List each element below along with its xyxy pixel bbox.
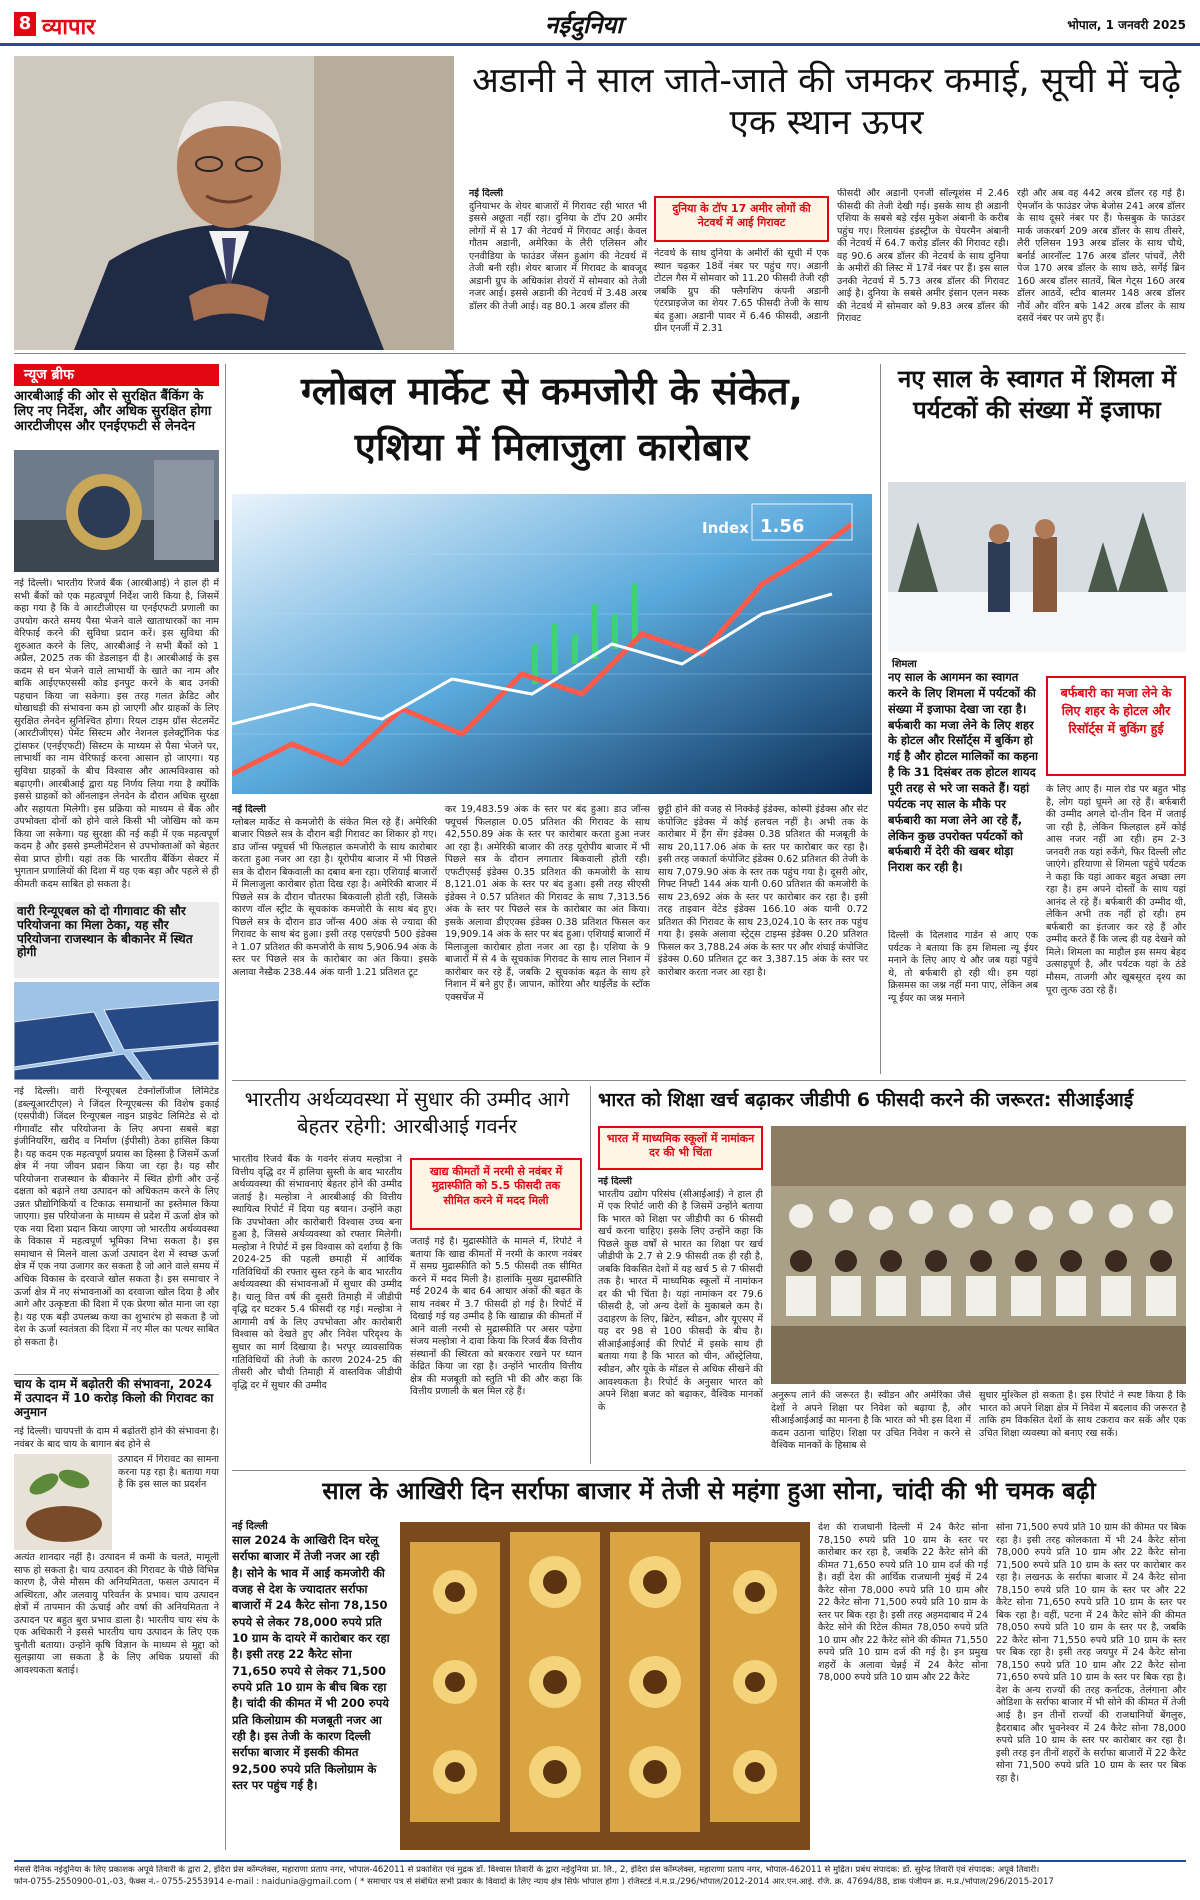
page-header bbox=[0, 0, 1200, 46]
market-chart-photo bbox=[232, 494, 872, 794]
gold-headline: साल के आखिरी दिन सर्राफा बाजार में तेजी से महंगा हुआ सोना, चांदी की भी चमक बढ़ी bbox=[322, 1477, 1096, 1505]
education-callout-box bbox=[598, 1126, 763, 1170]
solar-brief-box bbox=[14, 902, 219, 978]
shimla-column-a: दिल्ली के दिलशाद गार्डन से आए एक पर्यटक ने बताया कि हम शिमला न्यू ईयर मनाने के लिए आए थे और जब यहां पहुंचे थे, तो बर्फबारी हो रही थी। हम यहां क्रिसमस का जश्न नहीं मना पाए, लेकिन अब न्यू ईयर का जश्न मनाने bbox=[888, 930, 1038, 1004]
gold-column-2: सोना 71,500 रुपये प्रति 10 ग्राम की कीमत पर बिक रहा है। इसी तरह कोलकाता में भी 24 कैरेट सोना 78,000 रुपये प्रति 10 ग्राम और 22 कैरेट सोना 71,500 रुपये प्रति 10 ग्राम के स्तर पर कारोबार कर रहा है। लखनऊ के सर्राफा बाजार में 24 कैरेट सोना 78,150 रुपये प्रति 10 ग्राम के स्तर पर और 22 कैरेट सोना 71,650 रुपये प्रति 10 ग्राम के स्तर पर बिक रहा है। वहीं, पटना में 24 कैरेट सोने की कीमत 78,050 रुपये प्रति 10 ग्राम के स्तर पर है, जबकि 22 कैरेट सोना 71,550 रुपये प्रति 10 ग्राम के स्तर पर बिक रहा है। इसी तरह जयपुर में 24 कैरेट सोना 78,150 रुपये प्रति 10 ग्राम और 22 कैरेट सोना 71,650 रुपये प्रति 10 ग्राम के स्तर पर बिक रहा है। देश के अन्य राज्यों की तरह कर्नाटक, तेलंगाना और ओडिशा के सर्राफा बाजार में भी सोने की कीमत में तेजी आई है। इन तीनों राज्यों की राजधानियों बेंगलुरु, हैदराबाद और भुवनेश्वर में 24 कैरेट सोना 78,000 रुपये प्रति 10 ग्राम के स्तर पर कारोबार कर रहा है। इसी तरह इन तीनों शहरों के सर्राफा बाजारों में 22 कैरेट सोना 71,500 रुपये प्रति 10 ग्राम के स्तर पर बिक रहा है। bbox=[996, 1522, 1186, 1784]
global-column-1 bbox=[232, 804, 437, 1069]
chart-index-value: 1.56 bbox=[760, 516, 805, 537]
global-market-story bbox=[232, 364, 872, 1074]
education-column-2: अनुरूप लाने की जरूरत है। स्वीडन और अमेरिका जैसे देशों ने अपने शिक्षा पर निवेश को बढ़ाया है, और सीआईआईआई का मानना है कि भारत को भी इस दिशा में कदम उठाना चाहिए। शिक्षा पर उचित निवेश न करने से वैश्विक मानकों के हिसाब से bbox=[771, 1390, 971, 1452]
news-brief-label: न्यूज ब्रीफ bbox=[14, 364, 219, 386]
shimla-lead: नए साल के आगमन का स्वागत करने के लिए शिमला में पर्यटकों की संख्या में इजाफा देखा जा रहा है। बर्फबारी का मजा लेने के लिए शहर के होटल और रिसॉर्ट्स में बुकिंग हो गई है और होटल मालिकों का कहना है कि 31 दिसंबर तक होटल शायद पूरी तरह से भरे जा सकते हैं। यहां पर्यटक नए साल के मौके पर बर्फबारी का मजा लेने आ रहे हैं, लेकिन कुछ उपरोक्त पर्यटकों को बर्फबारी में देरी की खबर थोड़ा निराश कर रही है। bbox=[888, 670, 1038, 875]
global-column-3: छुट्टी होने की वजह से निक्केई इंडेक्स, कोस्पी इंडेक्स और सेट कंपोजिट इंडेक्स में कोई हलचल नहीं है। अभी तक के कारोबार में हैंग सेंग इंडेक्स 0.38 प्रतिशत की मजबूती के साथ 20,117.06 अंक के स्तर पर कारोबार कर रहा है। इसी तरह जकार्ता कंपोजिट इंडेक्स 0.62 प्रतिशत की तेजी के साथ 7,079.90 अंक के स्तर तक पहुंच गया है। दूसरी ओर, गिफ्ट निफ्टी 144 अंक यानी 0.60 प्रतिशत की कमजोरी के साथ 23,692 अंक के स्तर पर कारोबार कर रहा है। इसी तरह ताइवान वेटेड इंडेक्स 166.10 अंक यानी 0.72 प्रतिशत की गिरावट के साथ 23,024.10 के स्तर तक पहुंच गया है। इसके अलावा स्ट्रेट्स टाइम्स इंडेक्स 0.20 प्रतिशत फिसल कर 3,788.24 अंक के स्तर पर और शंघाई कंपोजिट इंडेक्स 0.60 प्रतिशत टूट कर 3,387.15 अंक के स्तर पर कारोबार करता नजर आ रहा है। bbox=[658, 804, 868, 978]
education-column-1 bbox=[598, 1176, 763, 1464]
adani-dateline: नई दिल्ली bbox=[469, 188, 503, 199]
economy-column-1: भारतीय रिजर्व बैंक के गवर्नर संजय मल्होत्रा ने वित्तीय वृद्धि दर में हालिया सुस्ती के बाद भारतीय अर्थव्यवस्था की संभावनाएं बेहतर होने की उम्मीद जताई है। मल्होत्रा ने आरबीआई की वित्तीय स्थायित्व रिपोर्ट में दिया यह बयान। उन्होंने कहा कि उपभोक्ता और कारोबारी विश्वास उच्च बना हुआ है, जिससे अर्थव्यवस्था को रफ्तार मिलेगी। मल्होत्रा ने रिपोर्ट में इस विश्वास को दर्शाया है कि 2024-25 की पहली छमाही में आर्थिक गतिविधियों की रफ्तार सुस्त रहने के बाद भारतीय अर्थव्यवस्था की संभावनाओं में सुधार की उम्मीद है। चालू वित्त वर्ष की दूसरी तिमाही में जीडीपी वृद्धि दर घटकर 5.4 फीसदी रह गई। मल्होत्रा ने आगामी वर्ष के लिए उपभोक्ता और कारोबारी विश्वास को देखते हुए और निवेश परिदृश्य के सुधार का मार्ग दिखाया है। भरपूर व्यावसायिक गतिविधियों की तेजी के कारण 2024-25 की तीसरी और चौथी तिमाही में वास्तविक जीडीपी वृद्धि दर में सुधार की उम्मीद bbox=[232, 1154, 402, 1391]
column-rule-2 bbox=[880, 364, 881, 1074]
section-name: व्यापार bbox=[42, 14, 96, 40]
gold-column-1: देश की राजधानी दिल्ली में 24 कैरेट सोना 78,150 रुपये प्रति 10 ग्राम के स्तर पर कारोबार कर रहा है, जबकि 22 कैरेट सोने की कीमत 71,650 रुपये प्रति 10 ग्राम दर्ज की गई है। वहीं देश की आर्थिक राजधानी मुंबई में 24 कैरेट सोना 78,000 रुपये प्रति 10 ग्राम और 22 कैरेट सोना 71,500 रुपये प्रति 10 ग्राम के स्तर पर बिक रहा है। इसी तरह अहमदाबाद में 24 कैरेट सोने की रिटेल कीमत 78,050 रुपये प्रति 10 ग्राम और 22 कैरेट सोने की कीमत 71,550 रुपये प्रति 10 ग्राम दर्ज की गई है। इन प्रमुख शहरों के अलावा चेन्नई में 24 कैरेट सोना 78,000 रुपये प्रति 10 ग्राम और 22 कैरेट bbox=[818, 1522, 988, 1684]
shimla-headline: नए साल के स्वागत में शिमला में पर्यटकों की संख्या में इजाफा bbox=[897, 365, 1177, 425]
economy-column-2: जताई गई है। मुद्रास्फीति के मामले में, रिपोर्ट ने बताया कि खाद्य कीमतों में नरमी के कारण नवंबर में समग्र मुद्रास्फीति को 5.5 फीसदी तक सीमित करने में मदद मिली है। हालांकि मुख्य मुद्रास्फीति मई 2024 के बाद 64 आधार अंकों की बढ़त के साथ नवंबर में 3.7 फीसदी हो गई है। रिपोर्ट में दिखाई गई यह उम्मीद है कि खाद्यान्न की कीमतों में आने वाली नरमी से मुद्रास्फीति पर असर पड़ेगा संजय मल्होत्रा ने दावा किया कि रिजर्व बैंक वित्तीय संस्थानों की स्थिरता को बरकरार रखने पर ध्यान केंद्रित किया जा रहा है। उन्होंने भारतीय वित्तीय क्षेत्र की मजबूती को स्तुति भी की और कहा कि वित्तीय प्रणाली के बल मिल रहे हैं। bbox=[410, 1236, 582, 1398]
dateline: भोपाल, 1 जनवरी 2025 bbox=[1067, 18, 1186, 32]
adani-body-1: दुनियाभर के शेयर बाजारों में गिरावट रही भारत भी इससे अछूता नहीं रहा। दुनिया के टॉप 20 अमीर लोगों में से 17 की नेटवर्थ में गिरावट आई। केवल गौतम अडानी, अमेरिका के लैरी एलिसन और एनवीडिया के फाउंडर जेंसन हुआंग की नेटवर्थ में तेजी बनी रही। शेयर बाजार में गिरावट के बावजूद अडानी ग्रुप के अधिकांश शेयरों में सोमवार को तेजी नजर आई। इससे अडानी की नेटवर्थ में 3.48 अरब डॉलर की तेजी आई। वह 80.1 अरब डॉलर की bbox=[469, 200, 647, 312]
jewellery-photo bbox=[400, 1522, 810, 1850]
gold-dateline: नई दिल्ली bbox=[232, 1521, 268, 1532]
global-column-2: कर 19,483.59 अंक के स्तर पर बंद हुआ। डाउ जॉन्स फ्यूचर्स फिलहाल 0.05 प्रतिशत की गिरावट के साथ 42,550.89 अंक के स्तर पर कारोबार करता हुआ नजर आ रहा है। अमेरिकी बाजार की तरह यूरोपीय बाजार में भी पिछले सत्र के दौरान लगातार बिकवाली होती रही। एफटीएसई इंडेक्स 0.35 प्रतिशत की कमजोरी के साथ 8,121.01 अंक के स्तर पर बंद हुआ। इसी तरह सीएसी इंडेक्स ने 0.57 प्रतिशत की गिरावट के साथ 7,313.56 अंक के स्तर पर पिछले सत्र के कारोबार का अंत किया। इसके अलावा डीएएक्स इंडेक्स 0.38 प्रतिशत फिसल कर 19,909.14 अंक के स्तर पर बंद हुआ। एशियाई बाजारों में मिलाजुला कारोबार होता नजर आ रहा है। एशिया के 9 बाजारों में से 4 के सूचकांक गिरावट के साथ लाल निशान में कारोबार कर रहे हैं, जबकि 2 सूचकांक बढ़त के साथ हरे निशान में बने हुए हैं। जापान, कोरिया और थाईलैंड के स्टॉक एक्सचेंज में bbox=[445, 804, 650, 1003]
shimla-column-b: के लिए आए हैं। माल रोड पर बहुत भीड़ है, लोग यहां घूमने आ रहे हैं। बर्फबारी की उम्मीद अगले दो-तीन दिन में जताई जा रही है, लेकिन फिलहाल हमें कोई आस नजर नहीं आ रही। हम 2-3 जनवरी तक यहां रुकेंगे, फिर दिल्ली लौट जाएंगे। हरियाणा से शिमला पहुंचे पर्यटक ने कहा कि यहां आकर बहुत अच्छा लग रहा है। हम अपने दोस्तों के साथ यहां आनंद ले रहे हैं। बर्फबारी की उम्मीद थी, लेकिन अभी तक नहीं हो रही। हम बर्फबारी का इंतजार कर रहे हैं और उम्मीद करते हैं कि जल्द ही यह देखने को मिले। शिमला का माहौल इस समय बेहद उत्साहपूर्ण है, और पर्यटक यहां के ठंडे मौसम, ताजगी और खूबसूरत दृश्य का पूरा लुत्फ उठा रहे हैं। bbox=[1046, 784, 1186, 996]
shimla-story bbox=[888, 364, 1186, 1074]
footer-contact: फोन-0755-2550900-01,-03, फैक्स नं.- 0755-2553914 e-mail : naidunia@gmail.com ( * समाचार पत्र से संबंधित सभी प्रकार के विवादों के लिए न्याय क्षेत्र सिर्फ भोपाल होगा ) रजिस्टर्ड नं.म.प्र./296/भोपाल/2012-2014 आर.एन.आई. रजि. क्र. 47694/88, डाक पंजीयन क्र. म.प्र./भोपाल/296/2015-2017 bbox=[14, 1876, 1054, 1887]
masthead-logo: नईदुनिया bbox=[545, 10, 623, 39]
news-brief-column bbox=[14, 388, 219, 1848]
adani-column-1 bbox=[469, 188, 647, 348]
column-rule-3 bbox=[590, 1086, 591, 1464]
adani-column-4: रही और अब वह 442 अरब डॉलर रह गई है। ऐमजॉन के फाउंडर जेफ बेजोस 241 अरब डॉलर के साथ दूसरे नंबर पर हैं। फेसबुक के फाउंडर मार्क जकरबर्ग 209 अरब डॉलर के साथ तीसरे, लैरी एलिसन 193 अरब डॉलर के साथ चौथे, बर्नार्ड आरनॉल्ट 176 अरब डॉलर पांचवें, लैरी पेज 170 अरब डॉलर के साथ छठे, सर्गेई ब्रिन 160 अरब डॉलर सातवें, बिल गेट्स 160 अरब डॉलर आठवें, स्टीव बालमर 148 अरब डॉलर नौवें और वॉरेन बफे 142 अरब डॉलर के साथ दसवें नंबर पर जमे हुए हैं। bbox=[1017, 188, 1185, 325]
adani-headline: अडानी ने साल जाते-जाते की जमकर कमाई, सूची में चढ़े एक स्थान ऊपर bbox=[472, 61, 1181, 143]
gold-lead: साल 2024 के आखिरी दिन घरेलू सर्राफा बाजार में तेजी नजर आ रही है। सोने के भाव में आई कमजोरी की वजह से देश के ज्यादातर सर्राफा बाजारों में 24 कैरेट सोना 78,150 रुपये से लेकर 78,000 रुपये प्रति 10 ग्राम के दायरे में कारोबार कर रहा है। इसी तरह 22 कैरेट सोना 71,650 रुपये से लेकर 71,500 रुपये प्रति 10 ग्राम के बीच बिक रहा है। चांदी की कीमत में भी 200 रुपये प्रति किलोग्राम की मजबूती नजर आ रही है। इस तेजी के कारण दिल्ली सर्राफा बाजार में इसकी कीमत 92,500 रुपये प्रति किलोग्राम के स्तर पर पहुंच गई है। bbox=[232, 1533, 390, 1792]
adani-callout: दुनिया के टॉप 17 अमीर लोगों की नेटवर्थ में आई गिरावट bbox=[672, 202, 811, 230]
tea-brief-text-b: उत्पादन में गिरावट का सामना करना पड़ रहा है। बताया गया है कि इस साल का प्रदर्शन bbox=[118, 1454, 219, 1491]
solar-brief-text: नई दिल्ली। वारी रिन्यूएबल टेक्नोलॉजीज लिमिटेड (डब्ल्यूआरटीएल) ने जिंदल रिन्यूएबल्स की विशेष इकाई (एसपीवी) जिंदल रिन्यूएबल नाइन प्राइवेट लिमिटेड से दो गीगावॉट सौर परियोजना के लिए अपना सबसे बड़ा इंजीनियरिंग, खरीद व निर्माण (ईपीसी) ठेका हासिल किया है। यह कदम एक महत्वपूर्ण प्रयास का हिस्सा है जिसमें ऊर्जा क्षेत्र में नया जीवन प्रदान किया जा रहा है। यह सौर परियोजना राजस्थान के बीकानेर में स्थित होगी और उन्हें दक्षता को बढ़ाने तथा उत्पादन को अधिकतम करने के लिए उन्नत प्रौद्योगिकियों व टिकाऊ समाधानों का इस्तेमाल किया जाएगा। इस परियोजना के माध्यम से प्रदेश में ऊर्जा क्षेत्र को एक नया दिशा प्रदान किया जाएगा जो भारतीय अर्थव्यवस्था के विकास में महत्वपूर्ण भूमिका निभा सकता है। इस समाधान से मिलने वाला ऊर्जा उत्पादन देश में स्वच्छ ऊर्जा क्षेत्र में एक नया उजागर कर सकता है जो आने वाले समय में अधिक विकास के दरवाजे खोल सकता है। इस समाचार ने ऊर्जा क्षेत्र में नए संभावनाओं का दरवाजा खोल दिया है और आगे और उत्कृष्टता की दिशा में एक प्रेरणा स्रोत माना जा रहा है। यह एक बड़ी उपलब्ध कथा का शुभारंभ हो सकता है जो देश के ऊर्जा स्वतंत्रता की दिशा में नए मील का पत्थर साबित हो सकता है। bbox=[14, 1086, 219, 1348]
economy-story bbox=[232, 1086, 582, 1466]
chart-index-label: Index bbox=[702, 519, 749, 537]
adani-photo bbox=[14, 56, 454, 350]
global-body-1: ग्लोबल मार्केट से कमजोरी के संकेत मिल रहे हैं। अमेरिकी बाजार पिछले सत्र के दौरान बड़ी गिरावट का शिकार हो गए। डाउ जॉन्स फ्यूचर्स भी फिलहाल कमजोरी के साथ कारोबार करता हुआ नजर आ रहा है। यूरोपीय बाजार में भी पिछले सत्र के दौरान बिकवाली का दबाव बना रहा। एशियाई बाजारों में मिलाजुला कारोबार होता दिख रहा है। अमेरिकी बाजार में पिछले सत्र के दौरान चौतरफा बिकवाली होती रही, जिसके कारण वॉल स्ट्रीट के सूचकांक कमजोरी के साथ बंद हुए। पिछले सत्र के दौरान डाउ जॉन्स 400 अंक से ज्यादा की गिरावट के साथ बंद हुआ। इसी तरह एसएंडपी 500 इंडेक्स ने 1.07 प्रतिशत की कमजोरी के साथ 5,906.94 अंक के स्तर पर पिछले सत्र के कारोबार का अंत किया। इसके अलावा नैस्डैक 238.44 अंक यानी 1.21 प्रतिशत टूट bbox=[232, 816, 437, 978]
education-story bbox=[598, 1086, 1186, 1466]
education-callout: भारत में माध्यमिक स्कूलों में नामांकन दर की भी चिंता bbox=[606, 1132, 755, 1160]
classroom-photo bbox=[771, 1126, 1186, 1384]
tea-photo bbox=[14, 1454, 112, 1550]
gold-story bbox=[232, 1474, 1186, 1854]
education-column-3: सुधार मुश्किल हो सकता है। इस रिपोर्ट ने स्पष्ट किया है कि भारत को अपने शिक्षा क्षेत्र में निवेश में बदलाव की जरूरत है ताकि हम विकसित देशों के साथ टकराव कर सकें और एक उचित शिक्षा व्यवस्था को बनाए रख सकें। bbox=[979, 1390, 1186, 1439]
rbi-photo bbox=[14, 450, 219, 572]
tea-divider bbox=[14, 1374, 219, 1375]
page-number: 8 bbox=[14, 12, 36, 36]
economy-headline: भारतीय अर्थव्यवस्था में सुधार की उम्मीद आगे बेहतर रहेगी: आरबीआई गवर्नर bbox=[244, 1087, 570, 1138]
section-rule-1 bbox=[232, 1080, 1186, 1081]
rbi-brief-headline: आरबीआई की ओर से सुरक्षित बैंकिंग के लिए नए निर्देश, और अधिक सुरक्षित होगा आरटीजीएस और एनईएफटी से लेनदेन bbox=[14, 389, 212, 434]
footer-imprint: मेसर्स दैनिक नईदुनिया के लिए प्रकाशक अपूर्व तिवारी के द्वारा 2, इंदिरा प्रेस कॉम्प्लेक्स, महाराणा प्रताप नगर, भोपाल-462011 से प्रकाशित एवं मुद्रक डॉ. विश्वास तिवारी के द्वारा नईदुनिया प्रा. लि., 2, इंदिरा प्रेस कॉम्प्लेक्स, महाराणा प्रताप नगर, भोपाल-462011 से मुद्रित। प्रबंध संपादक: डॉ. सुरेन्द्र तिवारी एवं संपादक: अपूर्व तिवारी। bbox=[14, 1865, 1040, 1875]
tea-brief-headline: चाय के दाम में बढ़ोतरी की संभावना, 2024 में उत्पादन में 10 करोड़ किलो की गिरावट का अनुमान bbox=[14, 1377, 214, 1419]
solar-brief-headline: वारी रिन्यूएबल को दो गीगावाट की सौर परियोजना का मिला ठेका, यह सौर परियोजना राजस्थान के बीकानेर में स्थित होगी bbox=[17, 904, 193, 960]
tea-brief-text-a: नई दिल्ली। चायपत्ती के दाम में बढ़ोतरी होने की संभावना है। नवंबर के बाद चाय के बागान बंद होने से bbox=[14, 1426, 219, 1450]
adani-column-3: फीसदी और अडानी एनर्जी सॉल्यूशंस में 2.46 फीसदी की तेजी देखी गई। इसके साथ ही अडानी एशिया के सबसे बड़े रईस मुकेश अंबानी के करीब पहुंच गए। रिलायंस इंडस्ट्रीज के चेयरमैन अंबानी की नेटवर्थ में 64.7 करोड़ डॉलर की गिरावट रही। वह 90.6 अरब डॉलर की नेटवर्थ के साथ दुनिया के अमीरों की लिस्ट में 17वें नंबर पर हैं। इस साल उनकी नेटवर्थ में 5.73 अरब डॉलर की गिरावट आई है। दुनिया के सबसे अमीर इंसान एलन मस्क की नेटवर्थ में सोमवार को 9.83 अरब डॉलर की गिरावट bbox=[837, 188, 1009, 325]
global-headline-1: ग्लोबल मार्केट से कमजोरी के संकेत, bbox=[301, 369, 803, 413]
shimla-caption: शिमला bbox=[892, 659, 917, 670]
adani-callout-box bbox=[654, 196, 829, 242]
solar-photo bbox=[14, 982, 219, 1080]
adani-column-2: नेटवर्थ के साथ दुनिया के अमीरों की सूची में एक स्थान चढ़कर 18वें नंबर पर पहुंच गए। अडानी टोटल गैस में सोमवार को 11.20 फीसदी तेजी रही जबकि ग्रुप की फ्लैगशिप कंपनी अडानी एंटरप्राइजेज का शेयर 7.65 फीसदी तेजी के साथ बंद हुआ। अडानी पावर में 6.46 फीसदी, अडानी ग्रीन एनर्जी में 2.31 bbox=[654, 248, 829, 335]
adani-story bbox=[14, 56, 1186, 354]
page-footer bbox=[14, 1860, 1186, 1889]
economy-callout: खाद्य कीमतों में नरमी से नवंबर में मुद्रास्फीति को 5.5 फीसदी तक सीमित करने में मदद मिली bbox=[429, 1165, 563, 1207]
shimla-callout: बर्फबारी का मजा लेने के लिए शहर के होटल और रिसॉर्ट्स में बुकिंग हुई bbox=[1060, 685, 1172, 737]
education-dateline: नई दिल्ली bbox=[598, 1176, 632, 1187]
economy-callout-box bbox=[410, 1158, 582, 1230]
column-rule-1 bbox=[225, 364, 226, 1850]
tea-brief-text-c: अत्यंत शानदार नहीं है। उत्पादन में कमी के चलते, मामूली साफ हो सकता है। चाय उत्पादन की गिरावट के पीछे विभिन्न कारण है, जैसे मौसम की अनियमितता, फसल उत्पादन में अस्थिरता, और जलवायु परिवर्तन के प्रभाव। चाय उत्पादन क्षेत्रों में तापमान की ऊंचाई और वर्षा की अनियमितता ने उत्पादन पर बहुत बुरा प्रभाव डाला है। भारतीय चाय संघ के एक अधिकारी ने इससे भारतीय चाय उत्पादन के लिए एक चुनौती बताया। उन्होंने कृषि विज्ञान के माध्यम से मुद्दा को सुलझाया जा सकता है के लिए अधिक प्रयासों की आवश्यकता बताई। bbox=[14, 1552, 219, 1676]
rbi-brief-text: नई दिल्ली। भारतीय रिजर्व बैंक (आरबीआई) ने हाल ही में सभी बैंकों को एक महत्वपूर्ण निर्देश जारी किया है, जिसमें कहा गया है कि वे आरटीजीएस या एनईएफटी प्रणाली का उपयोग करते समय पैसा भेजने वाले खाताधारकों का नाम वेरिफाई करने की सुविधा प्रदान करें। इस सुविधा की शुरुआत करने के लिए, आरबीआई ने सभी बैंकों को 1 अप्रैल, 2025 तक की डेडलाइन दी है। आरबीआई के इस कदम से धन भेजने वाले लाभार्थी के खाते का नाम और बाकि आईएफएससी कोड इनपुट करने के बाद उनकी पहचान किया जा सकेगा। इस तरह गलत क्रेडिट और धोखाधड़ी की संभावना कम हो जाएगी और ग्राहकों के लिए सुरक्षित लेनदेन सुनिश्चित होगा। रियल टाइम ग्रॉस सेटलमेंट (आरटीजीएस) पेमेंट सिस्टम और नेशनल इलेक्ट्रॉनिक फंड ट्रांसफर (एनईएफटी) सिस्टम के माध्यम से पैसा भेजने पर, लाभार्थी का नाम वेरिफाई करना आसान हो जाएगा। यह सुविधा ग्राहकों के बीच विश्वास और आत्मविश्वास को बढ़ाएगी। आरबीआई द्वारा यह निर्णय लिया गया है क्योंकि इससे ग्राहकों को ऑनलाइन लेनदेन के दौरान अधिक सुरक्षा और सहायता मिलेगी। इस प्रक्रिया को माध्यम से बैंक और उपभोक्ता दोनों को होने वाले किसी भी जोखिम को कम किया जा सकेगा। यह सुरक्षा की नई कड़ी में एक महत्वपूर्ण कदम है और इससे इम्प्लीमेंटेशन से उपभोक्ताओं को बेहतर सेवा प्राप्त होगी। यहां तक कि भारतीय बैंकिंग सेक्टर में भुगतान प्रणालियों की दिशा में यह एक बड़ा और पहले से ही कीमती कदम साबित हो सकता है। bbox=[14, 578, 219, 890]
section-rule-2 bbox=[232, 1470, 1186, 1471]
shimla-callout-box bbox=[1046, 676, 1186, 776]
shimla-photo bbox=[888, 482, 1186, 652]
education-headline: भारत को शिक्षा खर्च बढ़ाकर जीडीपी 6 फीसदी करने की जरूरत: सीआईआई bbox=[598, 1089, 1134, 1111]
education-body-1: भारतीय उद्योग परिसंघ (सीआईआई) ने हाल ही में एक रिपोर्ट जारी की है जिसमें उन्होंने बताया कि भारत को शिक्षा पर जीडीपी का 6 फीसदी खर्च करना चाहिए। इसके लिए उन्होंने कहा कि पिछले कुछ वर्षों से भारत का शिक्षा पर खर्च जीडीपी के 2.7 से 2.9 फीसदी तक ही रही है, जबकि विकसित देशों में यह खर्च 5 से 7 फीसदी तक है। भारत में माध्यमिक स्कूलों में नामांकन दर की भी चिंता है। यहां नामांकन दर 79.6 फीसदी है, जो अन्य देशों के मुकाबले कम है। उदाहरण के लिए, ब्रिटेन, स्वीडन, और यूएसए में यह दर 98 से 100 फीसदी के बीच है। सीआईआईआई की रिपोर्ट में इसके साथ ही बताया गया है कि भारत को चीन, ऑस्ट्रेलिया, स्वीडन, और यूके के मॉडल से अधिक सीखने की आवश्यकता है। रिपोर्ट के अनुसार भारत को अपने शिक्षा बजट को बढ़ाकर, वैश्विक मानकों के bbox=[598, 1188, 763, 1413]
global-headline-2: एशिया में मिलाजुला कारोबार bbox=[354, 425, 750, 469]
global-dateline: नई दिल्ली bbox=[232, 804, 266, 815]
